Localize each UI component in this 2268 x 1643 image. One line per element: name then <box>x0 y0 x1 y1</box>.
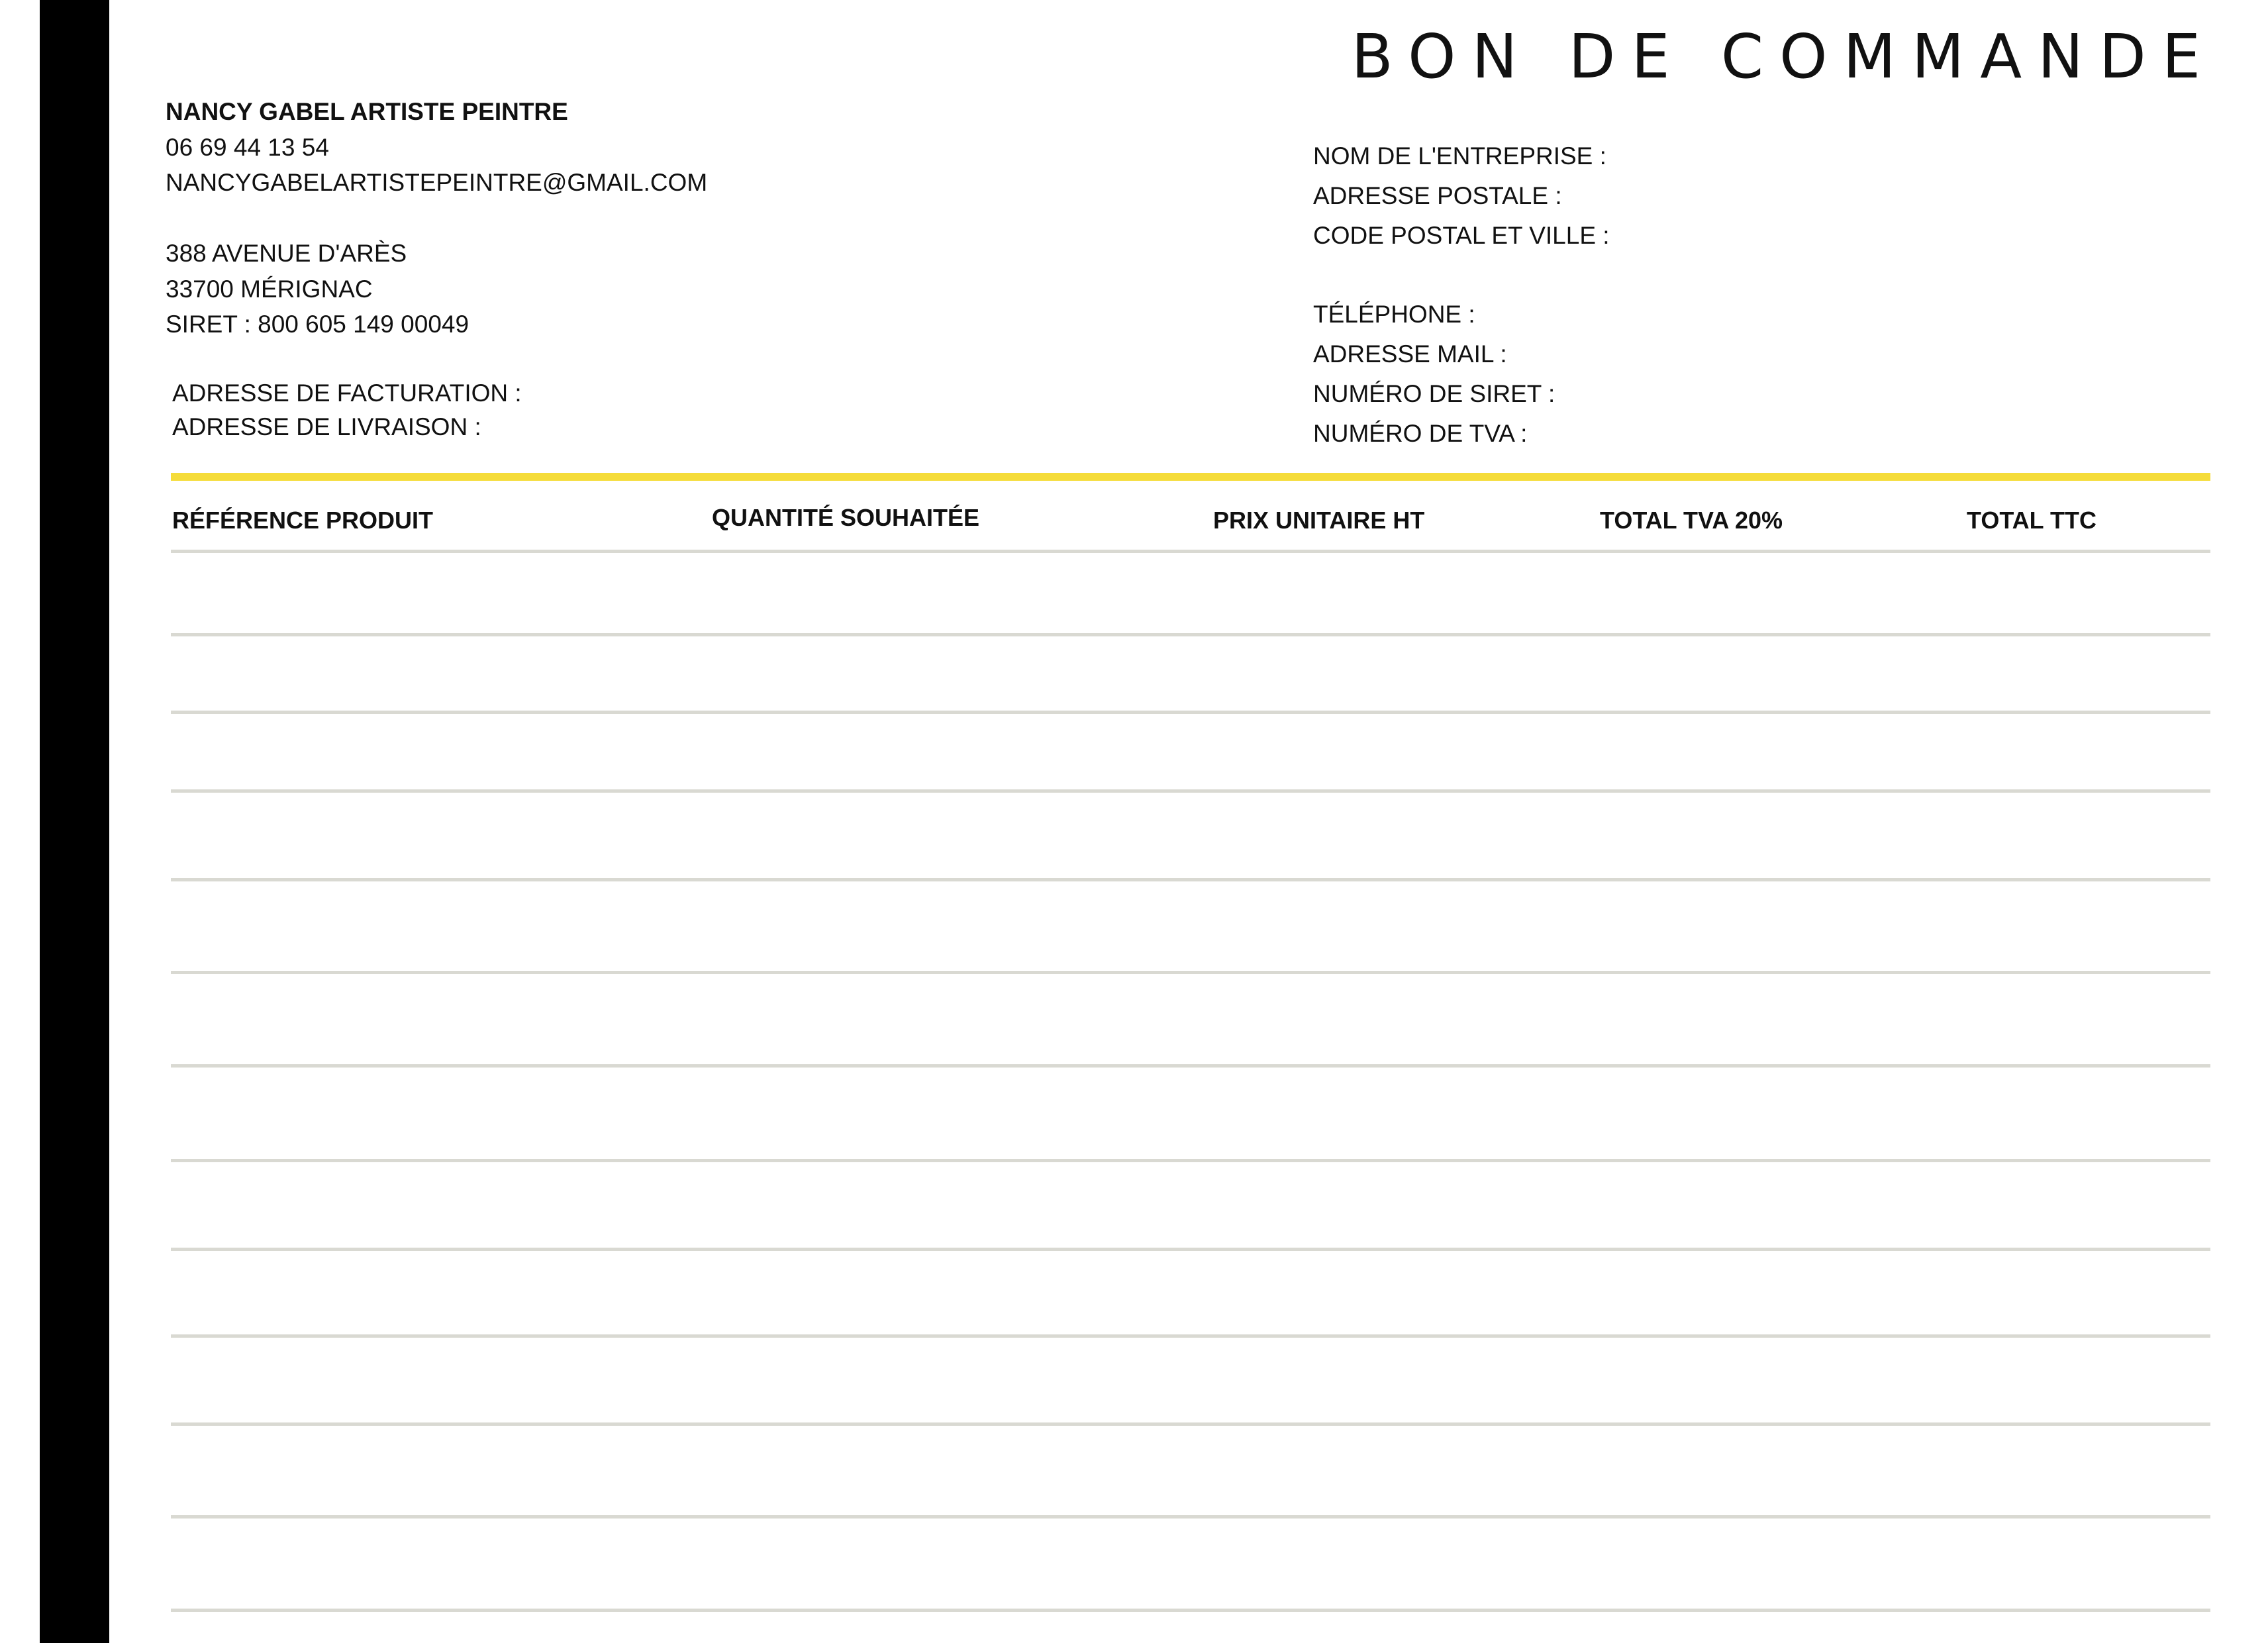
table-row[interactable] <box>171 1422 2210 1426</box>
table-row[interactable] <box>171 1064 2210 1068</box>
table-row[interactable] <box>171 1515 2210 1519</box>
accent-divider <box>171 473 2210 481</box>
column-header-total-ttc: TOTAL TTC <box>1967 507 2096 534</box>
table-row[interactable] <box>171 711 2210 714</box>
client-email-label: ADRESSE MAIL : <box>1313 340 1507 368</box>
billing-address-label: ADRESSE DE FACTURATION : <box>172 379 522 407</box>
seller-name: NANCY GABEL ARTISTE PEINTRE <box>166 98 568 125</box>
table-row[interactable] <box>171 1159 2210 1162</box>
client-siret-label: NUMÉRO DE SIRET : <box>1313 380 1555 407</box>
seller-email: NANCYGABELARTISTEPEINTRE@GMAIL.COM <box>166 169 708 196</box>
left-decorative-bar <box>40 0 109 1643</box>
column-header-unit-price: PRIX UNITAIRE HT <box>1213 507 1425 534</box>
column-header-vat-total: TOTAL TVA 20% <box>1600 507 1783 534</box>
seller-phone: 06 69 44 13 54 <box>166 134 329 161</box>
table-row[interactable] <box>171 878 2210 881</box>
table-row[interactable] <box>171 1609 2210 1612</box>
table-header-underline <box>171 550 2210 553</box>
column-header-quantity: QUANTITÉ SOUHAITÉE <box>712 504 980 531</box>
client-phone-label: TÉLÉPHONE : <box>1313 301 1475 328</box>
seller-address-line1: 388 AVENUE D'ARÈS <box>166 240 407 267</box>
delivery-address-label: ADRESSE DE LIVRAISON : <box>172 413 481 440</box>
table-row[interactable] <box>171 633 2210 636</box>
table-row[interactable] <box>171 971 2210 974</box>
client-postal-address-label: ADRESSE POSTALE : <box>1313 182 1562 209</box>
page-title: BON DE COMMANDE <box>1351 21 2216 92</box>
client-vat-label: NUMÉRO DE TVA : <box>1313 420 1528 447</box>
column-header-reference: RÉFÉRENCE PRODUIT <box>172 507 434 534</box>
table-row[interactable] <box>171 789 2210 793</box>
table-row[interactable] <box>171 1248 2210 1251</box>
client-postcode-city-label: CODE POSTAL ET VILLE : <box>1313 222 1610 249</box>
seller-siret: SIRET : 800 605 149 00049 <box>166 311 469 338</box>
seller-address-line2: 33700 MÉRIGNAC <box>166 275 373 303</box>
client-company-label: NOM DE L'ENTREPRISE : <box>1313 142 1606 170</box>
table-row[interactable] <box>171 1334 2210 1338</box>
